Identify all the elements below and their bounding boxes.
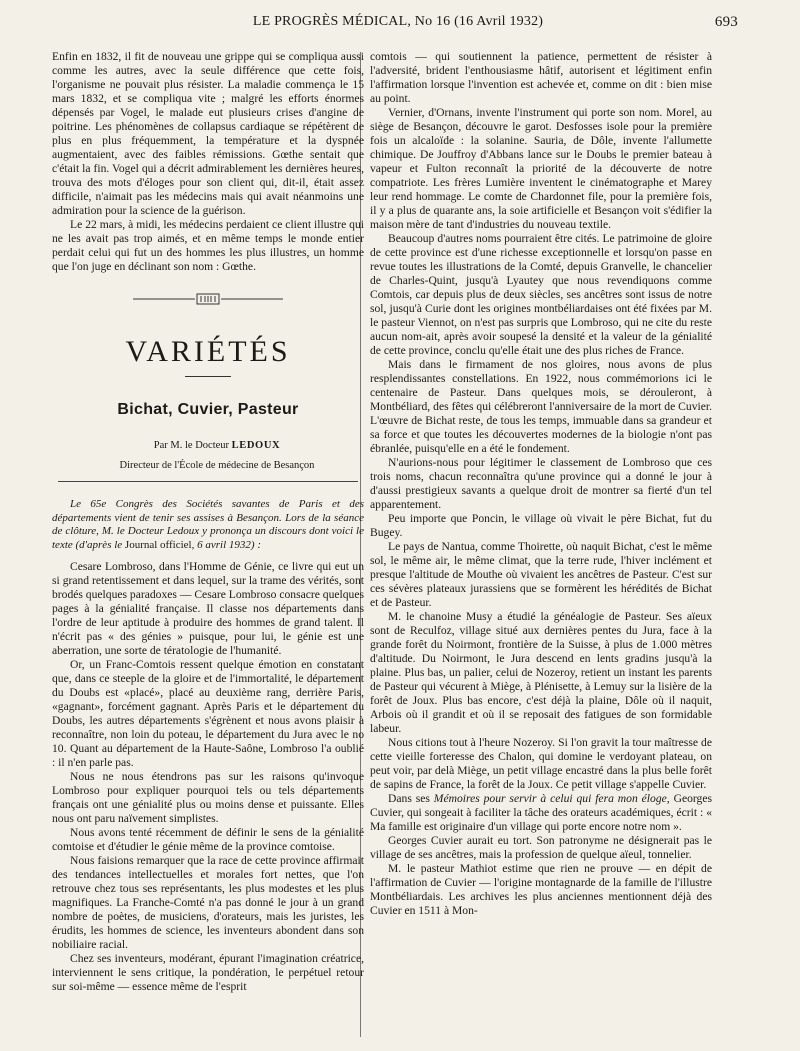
byline-prefix: Par M. le Docteur <box>153 440 230 451</box>
title-rule <box>185 376 231 377</box>
author-affiliation: Directeur de l'École de médecine de Besançon <box>119 460 315 471</box>
paragraph-text: Dans ses <box>388 792 434 805</box>
intro-journal: Journal officiel <box>124 538 192 551</box>
section-title: VARIÉTÉS <box>125 335 291 368</box>
memoir-title: Mémoires pour servir à celui qui fera mon éloge, <box>433 792 670 805</box>
paragraph: Cesare Lombroso, dans l'Homme de Génie, ce livre qui eut un si grand retentissement et dans lequel, sur la trame des vérités, sont brodés quelques paradoxes — Cesare Lombroso consacre quelques pages à la génialité française. Il classe nos départements dans l'ordre de leur aptitude à produire des hommes de grand talent. Il n'écrit pas « des génies » puisque, pour lui, le génie est une aberration, une sorte de tératologie de l'humanité. <box>52 560 364 657</box>
byline-divider <box>58 481 358 482</box>
running-header <box>58 14 738 36</box>
right-column <box>370 50 712 1035</box>
paragraph: N'aurions-nous pour légitimer le classement de Lombroso que ces trois noms, chacun reconnaîtra qu'une province qui a donné le jour à d'aussi prestigieux savants a quelque droit de montrer sa fierté d'un tel apparentement. <box>370 456 712 511</box>
paragraph-text: Georges Cuvier, qui songeait à faciliter la tâche des orateurs académiques, écrit : « Ma famille est originaire d'un village qui porte encore notre nom ». <box>370 792 712 833</box>
paragraph: Nous citions tout à l'heure Nozeroy. Si l'on gravit la tour maîtresse de cette vieille forteresse des Chalon, qui domine le verdoyant plateau, on peut voir, par delà Miège, un petit village encastré dans la plus belle forêt de sapins de France, la forêt de la Joux. Ce petit village s'appelle Cuvier. <box>370 736 712 791</box>
paragraph: Mais dans le firmament de nos gloires, nous avons de plus resplendissantes constellations. En 1922, nous commémorions ici le centenaire de Pasteur. Dans quelques mois, se dérouleront, à Montbéliard, des fêtes qui célébreront l'anniversaire de la mort de Cuvier. L'œuvre de Bichat reste, de tous les temps, immuable dans sa grandeur et sa force et que toutes les découvertes modernes de la biologie n'ont pas ébranlée, puisqu'elle en a été le fondement. <box>370 358 712 455</box>
paragraph: Le pays de Nantua, comme Thoirette, où naquit Bichat, c'est le même sol, le même air, le même climat, que la terre rude, l'hiver inclément et presque l'altitude de Mouthe où vivaient les ancêtres de Pasteur. C'est sur ces sévères plateaux jurassiens que se formèrent les hérédités de Bichat et de Pasteur. <box>370 540 712 609</box>
intro-text: Le 65e Congrès des Sociétés savantes de Paris et des départements vient de tenir ses assises à Besançon. Lors de la séance de clôture, M. le Docteur Ledoux y prononça un discours dont voici le texte (d'après le <box>52 498 364 551</box>
introductory-note <box>52 498 364 552</box>
running-title: LE PROGRÈS MÉDICAL, No 16 (16 Avril 1932) <box>252 14 544 29</box>
author-name: LEDOUX <box>231 440 281 451</box>
paragraph: Chez ses inventeurs, modérant, épurant l'imagination créatrice, interviennent le sens critique, la pondération, le perpétuel retour sur soi-même — essence même de l'esprit <box>52 952 364 993</box>
paragraph: Nous avons tenté récemment de définir le sens de la génialité comtoise et d'étudier le génie même de la province comtoise. <box>52 826 364 853</box>
paragraph: Georges Cuvier aurait eu tort. Son patronyme ne désignerait pas le village de ses ancêtres, mais la profession de quelque aïeul, tonnelier. <box>370 834 712 861</box>
paragraph: comtois — qui soutiennent la patience, permettent de résister à l'adversité, brident l'enthousiasme hâtif, autorisent et légitiment enfin l'affirmation lorsque l'invention est achevée et, comme on dit : bien mise au point. <box>370 50 712 105</box>
paragraph: Peu importe que Poncin, le village où vivait le père Bichat, fut du Bugey. <box>370 512 712 539</box>
byline <box>52 439 364 453</box>
paragraph: Or, un Franc-Comtois ressent quelque émotion en constatant que, dans ce steeple de la gloire et de l'immortalité, le département du Doubs est «placé», placé au deuxième rang, derrière Paris, «gagnant», forcément gagnant. Après Paris et le département du Doubs, les autres départements s'égrènent et nous avons plaisir à reconnaître, non loin du poteau, le département du Jura avec le no 10. Quant au département de la Haute-Saône, Lombroso l'a oublié : il n'en parle pas. <box>52 658 364 769</box>
ornament-icon <box>133 292 283 306</box>
paragraph: Nous ne nous étendrons pas sur les raisons qu'invoque Lombroso pour expliquer pourquoi tels ou tels départements français ont une génialité plus ou moins dense et puissante. Elles nous ont paru naïvement simplistes. <box>52 770 364 825</box>
paragraph: M. le chanoine Musy a étudié la généalogie de Pasteur. Ses aïeux sont de Reculfoz, village situé aux dernières pentes du Jura, face à la grande forêt du Noirmont, frontière de la Suisse, à plus de 1.000 mètres d'altitude. Du Noirmont, le Jura descend en lents gradins jusqu'à la plaine. Plus bas, un palier, celui de Nozeroy, retient un instant les parents de Pasteur qui vécurent à Miège, à Plénisette, à Lemuy sur la lisière de la forêt de Joux. Plus bas encore, c'est déjà la plaine, Dôle où il naquit, Arbois où il grandit et où il se reposait des fatigues de son formidable labeur. <box>370 610 712 735</box>
paragraph: Beaucoup d'autres noms pourraient être cités. Le patrimoine de gloire de cette province est d'une richesse exceptionnelle et lorsqu'on passe en revue toutes les illustrations de la Comté, depuis Granvelle, le chancelier de Charles-Quint, jusqu'à Lyautey que nous revendiquons comme Comtois, car depuis plus de deux siècles, ses ancêtres sont issus de notre sol, jusqu'à Curie dont les origines montbéliardaises ont été fixées par M. le pasteur Viennot, on n'est pas surpris que Lombroso, qui ne cite du reste aucun nom-ait, après avoir soupesé la densité et la valeur de la génialité de cette province, conclu qu'elle était une des plus riches de France. <box>370 232 712 357</box>
paragraph: M. le pasteur Mathiot estime que rien ne prouve — en dépit de l'affirmation de Cuvier — l'origine montagnarde de la famille de l'illustre Montbéliardais. Les archives les plus anciennes mentionnent déjà des Cuvier en 1511 à Mon- <box>370 862 712 917</box>
ornamental-rule <box>52 292 364 314</box>
article-title: Bichat, Cuvier, Pasteur <box>117 401 299 418</box>
paragraph <box>370 792 712 834</box>
page-number: 693 <box>714 14 738 30</box>
paragraph: Enfin en 1832, il fit de nouveau une grippe qui se compliqua aussi comme les autres, avec la seule différence que cette fois, l'organisme ne pouvait plus résister. La maladie commença le 15 mars 1832, et se compliqua vite ; malgré les efforts énormes dépensés par Vogel, le malade eut plusieurs crises d'angine de poitrine. Les phénomènes de collapsus cardiaque se répétèrent de plus en plus fréquemment, la température et la dyspnée augmentaient, avec des faibles rémissions. Gœthe sentait que c'était la fin. Vogel qui a décrit admirablement les dernières heures, trouva des mots d'éloges pour son client qui, dit-il, était assez difficile, n'aimait pas les médecins mais qui avait néanmoins une admiration pour la science de la guérison. <box>52 50 364 217</box>
paragraph: Nous faisions remarquer que la race de cette province affirmait des tendances intellectuelles et morales fort nettes, que l'on retrouve chez tous ses représentants, les plus modestes et les plus magnifiques. La Franche-Comté n'a pas donné le jour à un grand nombre de poètes, de musiciens, d'orateurs, mais les juristes, les érudits, les hommes de science, les inventeurs abondent dans son nobiliaire racial. <box>52 854 364 951</box>
intro-date: , 6 avril 1932) : <box>191 538 261 551</box>
paragraph: Le 22 mars, à midi, les médecins perdaient ce client illustre qui ne les avait pas trop aimés, et en même temps le monde entier perdait celui qui fut un des hommes les plus illustres, un homme que l'on juge en déclinant son nom : Gœthe. <box>52 218 364 273</box>
left-column <box>52 50 364 1035</box>
paragraph: Vernier, d'Ornans, invente l'instrument qui porte son nom. Morel, au siège de Besançon, découvre le garot. Desfosses isole pour la première fois un alcaloïde : la solanine. Sauria, de Dôle, invente l'allumette chimique. De Jouffroy d'Abbans lance sur le Doubs le premier bateau à vapeur et Fulton reconnaît la priorité de la découverte de notre compatriote. Les frères Lumière inventent le cinématographe et Marey leur rend hommage. Le comte de Chardonnet file, pour la première fois, il y a plus de quarante ans, la soie artificielle et Besançon voit s'édifier la maison mère de tant d'industries du nouveau textile. <box>370 106 712 231</box>
